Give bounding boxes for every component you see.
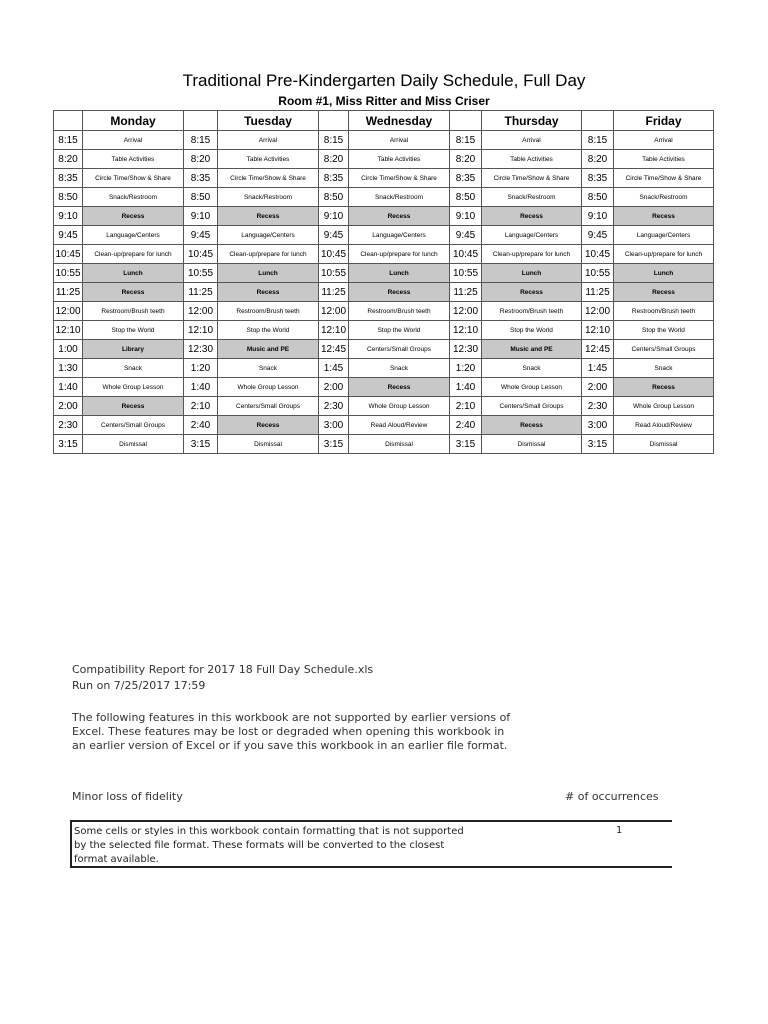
activity-cell: Snack/Restroom xyxy=(349,188,450,207)
day-header: Wednesday xyxy=(349,111,450,131)
time-cell: 12:30 xyxy=(450,340,482,359)
time-cell: 10:55 xyxy=(582,264,614,283)
time-cell: 2:00 xyxy=(319,378,349,397)
activity-cell: Clean-up/prepare for lunch xyxy=(83,245,184,264)
time-cell: 11:25 xyxy=(54,283,83,302)
day-header: Thursday xyxy=(482,111,582,131)
activity-cell: Snack xyxy=(83,359,184,378)
time-cell: 3:15 xyxy=(54,435,83,454)
time-cell: 8:20 xyxy=(54,150,83,169)
time-cell: 12:30 xyxy=(184,340,218,359)
time-cell: 10:55 xyxy=(450,264,482,283)
time-cell: 9:45 xyxy=(450,226,482,245)
time-cell: 2:00 xyxy=(582,378,614,397)
time-cell: 1:00 xyxy=(54,340,83,359)
time-cell: 8:35 xyxy=(582,169,614,188)
issue-line: by the selected file format. These formats will be converted to the closest xyxy=(74,840,445,851)
time-cell: 10:45 xyxy=(319,245,349,264)
time-cell: 10:55 xyxy=(184,264,218,283)
activity-cell: Read Aloud/Review xyxy=(349,416,450,435)
issue-count: 1 xyxy=(616,825,623,836)
time-cell: 9:45 xyxy=(54,226,83,245)
day-header: Tuesday xyxy=(218,111,319,131)
time-cell: 1:40 xyxy=(450,378,482,397)
time-cell: 8:35 xyxy=(54,169,83,188)
report-title: Compatibility Report for 2017 18 Full Day Schedule.xls xyxy=(72,663,374,676)
activity-cell: Recess xyxy=(349,207,450,226)
time-cell: 12:10 xyxy=(582,321,614,340)
activity-cell: Dismissal xyxy=(482,435,582,454)
activity-cell: Recess xyxy=(614,283,714,302)
issue-line: format available. xyxy=(74,854,159,865)
activity-cell: Snack/Restroom xyxy=(83,188,184,207)
activity-cell: Circle Time/Show & Share xyxy=(349,169,450,188)
activity-cell: Table Activities xyxy=(349,150,450,169)
activity-cell: Snack xyxy=(218,359,319,378)
time-cell: 8:50 xyxy=(319,188,349,207)
header-time-blank xyxy=(582,111,614,131)
time-cell: 9:10 xyxy=(54,207,83,226)
activity-cell: Lunch xyxy=(83,264,184,283)
activity-cell: Recess xyxy=(614,207,714,226)
activity-cell: Dismissal xyxy=(614,435,714,454)
time-cell: 9:10 xyxy=(450,207,482,226)
activity-cell: Table Activities xyxy=(218,150,319,169)
activity-cell: Recess xyxy=(349,283,450,302)
activity-cell: Arrival xyxy=(349,131,450,150)
report-intro-line: an earlier version of Excel or if you save this workbook in an earlier file format. xyxy=(72,739,508,752)
time-cell: 3:15 xyxy=(582,435,614,454)
activity-cell: Centers/Small Groups xyxy=(482,397,582,416)
time-cell: 3:00 xyxy=(582,416,614,435)
activity-cell: Snack/Restroom xyxy=(218,188,319,207)
activity-cell: Music and PE xyxy=(218,340,319,359)
activity-cell: Recess xyxy=(482,416,582,435)
activity-cell: Clean-up/prepare for lunch xyxy=(482,245,582,264)
activity-cell: Restroom/Brush teeth xyxy=(218,302,319,321)
activity-cell: Lunch xyxy=(349,264,450,283)
time-cell: 2:40 xyxy=(450,416,482,435)
issue-row xyxy=(70,820,672,868)
time-cell: 8:20 xyxy=(582,150,614,169)
schedule-row xyxy=(54,131,714,150)
activity-cell: Restroom/Brush teeth xyxy=(614,302,714,321)
time-cell: 9:45 xyxy=(184,226,218,245)
fidelity-section-label: Minor loss of fidelity xyxy=(72,790,183,803)
header-time-blank xyxy=(319,111,349,131)
time-cell: 12:45 xyxy=(319,340,349,359)
schedule-row xyxy=(54,245,714,264)
activity-cell: Recess xyxy=(349,378,450,397)
schedule-row xyxy=(54,188,714,207)
time-cell: 8:15 xyxy=(450,131,482,150)
activity-cell: Music and PE xyxy=(482,340,582,359)
activity-cell: Whole Group Lesson xyxy=(349,397,450,416)
time-cell: 8:20 xyxy=(319,150,349,169)
activity-cell: Read Aloud/Review xyxy=(614,416,714,435)
schedule-row xyxy=(54,283,714,302)
activity-cell: Clean-up/prepare for lunch xyxy=(614,245,714,264)
time-cell: 8:15 xyxy=(582,131,614,150)
report-intro-line: The following features in this workbook are not supported by earlier versions of xyxy=(72,711,511,724)
activity-cell: Dismissal xyxy=(349,435,450,454)
time-cell: 10:45 xyxy=(582,245,614,264)
time-cell: 12:10 xyxy=(184,321,218,340)
time-cell: 8:50 xyxy=(450,188,482,207)
time-cell: 2:10 xyxy=(450,397,482,416)
activity-cell: Clean-up/prepare for lunch xyxy=(349,245,450,264)
time-cell: 10:55 xyxy=(319,264,349,283)
time-cell: 9:10 xyxy=(582,207,614,226)
time-cell: 10:55 xyxy=(54,264,83,283)
time-cell: 3:15 xyxy=(184,435,218,454)
activity-cell: Recess xyxy=(482,283,582,302)
schedule-row xyxy=(54,397,714,416)
activity-cell: Snack xyxy=(614,359,714,378)
time-cell: 8:35 xyxy=(184,169,218,188)
time-cell: 11:25 xyxy=(582,283,614,302)
activity-cell: Language/Centers xyxy=(482,226,582,245)
activity-cell: Centers/Small Groups xyxy=(83,416,184,435)
activity-cell: Recess xyxy=(83,283,184,302)
activity-cell: Whole Group Lesson xyxy=(614,397,714,416)
time-cell: 12:00 xyxy=(184,302,218,321)
day-header: Monday xyxy=(83,111,184,131)
time-cell: 8:15 xyxy=(319,131,349,150)
report-intro-line: Excel. These features may be lost or degraded when opening this workbook in xyxy=(72,725,505,738)
time-cell: 9:45 xyxy=(582,226,614,245)
time-cell: 8:50 xyxy=(54,188,83,207)
activity-cell: Lunch xyxy=(614,264,714,283)
activity-cell: Snack/Restroom xyxy=(482,188,582,207)
activity-cell: Table Activities xyxy=(482,150,582,169)
activity-cell: Table Activities xyxy=(614,150,714,169)
time-cell: 12:45 xyxy=(582,340,614,359)
time-cell: 12:00 xyxy=(450,302,482,321)
activity-cell: Stop the World xyxy=(218,321,319,340)
time-cell: 9:10 xyxy=(184,207,218,226)
time-cell: 8:20 xyxy=(450,150,482,169)
schedule-row xyxy=(54,378,714,397)
time-cell: 1:30 xyxy=(54,359,83,378)
time-cell: 1:40 xyxy=(184,378,218,397)
time-cell: 8:50 xyxy=(582,188,614,207)
activity-cell: Recess xyxy=(482,207,582,226)
time-cell: 12:00 xyxy=(54,302,83,321)
time-cell: 1:45 xyxy=(582,359,614,378)
time-cell: 2:30 xyxy=(319,397,349,416)
time-cell: 3:15 xyxy=(450,435,482,454)
activity-cell: Language/Centers xyxy=(349,226,450,245)
issue-line: Some cells or styles in this workbook contain formatting that is not supported xyxy=(74,826,464,837)
activity-cell: Stop the World xyxy=(482,321,582,340)
schedule-title: Traditional Pre-Kindergarten Daily Schedule, Full Day xyxy=(182,71,586,90)
activity-cell: Arrival xyxy=(218,131,319,150)
issue-description xyxy=(74,825,514,867)
schedule-row xyxy=(54,359,714,378)
time-cell: 12:10 xyxy=(54,321,83,340)
time-cell: 9:10 xyxy=(319,207,349,226)
activity-cell: Restroom/Brush teeth xyxy=(83,302,184,321)
activity-cell: Restroom/Brush teeth xyxy=(482,302,582,321)
time-cell: 8:50 xyxy=(184,188,218,207)
time-cell: 11:25 xyxy=(450,283,482,302)
time-cell: 8:15 xyxy=(54,131,83,150)
time-cell: 9:45 xyxy=(319,226,349,245)
activity-cell: Centers/Small Groups xyxy=(349,340,450,359)
time-cell: 1:20 xyxy=(184,359,218,378)
activity-cell: Dismissal xyxy=(218,435,319,454)
header-time-blank xyxy=(54,111,83,131)
time-cell: 1:45 xyxy=(319,359,349,378)
activity-cell: Circle Time/Show & Share xyxy=(614,169,714,188)
time-cell: 2:30 xyxy=(54,416,83,435)
activity-cell: Snack xyxy=(349,359,450,378)
activity-cell: Whole Group Lesson xyxy=(83,378,184,397)
activity-cell: Recess xyxy=(218,207,319,226)
activity-cell: Recess xyxy=(614,378,714,397)
schedule-row xyxy=(54,435,714,454)
activity-cell: Language/Centers xyxy=(614,226,714,245)
activity-cell: Arrival xyxy=(482,131,582,150)
schedule-row xyxy=(54,302,714,321)
day-header: Friday xyxy=(614,111,714,131)
activity-cell: Circle Time/Show & Share xyxy=(218,169,319,188)
activity-cell: Recess xyxy=(83,207,184,226)
day-header-row xyxy=(54,111,714,131)
time-cell: 2:00 xyxy=(54,397,83,416)
activity-cell: Recess xyxy=(218,416,319,435)
time-cell: 1:20 xyxy=(450,359,482,378)
schedule-row xyxy=(54,207,714,226)
schedule-row xyxy=(54,150,714,169)
activity-cell: Stop the World xyxy=(614,321,714,340)
activity-cell: Stop the World xyxy=(83,321,184,340)
activity-cell: Library xyxy=(83,340,184,359)
activity-cell: Dismissal xyxy=(83,435,184,454)
activity-cell: Restroom/Brush teeth xyxy=(349,302,450,321)
time-cell: 10:45 xyxy=(450,245,482,264)
time-cell: 11:25 xyxy=(184,283,218,302)
time-cell: 2:30 xyxy=(582,397,614,416)
time-cell: 2:40 xyxy=(184,416,218,435)
time-cell: 12:10 xyxy=(319,321,349,340)
activity-cell: Arrival xyxy=(614,131,714,150)
activity-cell: Language/Centers xyxy=(83,226,184,245)
schedule-row xyxy=(54,416,714,435)
activity-cell: Centers/Small Groups xyxy=(218,397,319,416)
activity-cell: Recess xyxy=(83,397,184,416)
occurrences-column-label: # of occurrences xyxy=(565,790,659,803)
activity-cell: Arrival xyxy=(83,131,184,150)
activity-cell: Whole Group Lesson xyxy=(218,378,319,397)
time-cell: 3:15 xyxy=(319,435,349,454)
time-cell: 8:20 xyxy=(184,150,218,169)
activity-cell: Snack/Restroom xyxy=(614,188,714,207)
report-run-on: Run on 7/25/2017 17:59 xyxy=(72,679,206,692)
activity-cell: Circle Time/Show & Share xyxy=(482,169,582,188)
time-cell: 12:00 xyxy=(582,302,614,321)
schedule-row xyxy=(54,169,714,188)
time-cell: 11:25 xyxy=(319,283,349,302)
activity-cell: Clean-up/prepare for lunch xyxy=(218,245,319,264)
activity-cell: Lunch xyxy=(218,264,319,283)
time-cell: 1:40 xyxy=(54,378,83,397)
time-cell: 10:45 xyxy=(54,245,83,264)
schedule-row xyxy=(54,321,714,340)
time-cell: 12:10 xyxy=(450,321,482,340)
schedule-subtitle: Room #1, Miss Ritter and Miss Criser xyxy=(278,94,490,108)
schedule-row xyxy=(54,264,714,283)
activity-cell: Centers/Small Groups xyxy=(614,340,714,359)
header-time-blank xyxy=(184,111,218,131)
activity-cell: Recess xyxy=(218,283,319,302)
activity-cell: Stop the World xyxy=(349,321,450,340)
header-time-blank xyxy=(450,111,482,131)
time-cell: 8:15 xyxy=(184,131,218,150)
time-cell: 2:10 xyxy=(184,397,218,416)
schedule-table xyxy=(53,110,714,454)
activity-cell: Language/Centers xyxy=(218,226,319,245)
activity-cell: Table Activities xyxy=(83,150,184,169)
schedule-row xyxy=(54,226,714,245)
time-cell: 3:00 xyxy=(319,416,349,435)
activity-cell: Snack xyxy=(482,359,582,378)
time-cell: 10:45 xyxy=(184,245,218,264)
activity-cell: Circle Time/Show & Share xyxy=(83,169,184,188)
time-cell: 12:00 xyxy=(319,302,349,321)
time-cell: 8:35 xyxy=(319,169,349,188)
activity-cell: Whole Group Lesson xyxy=(482,378,582,397)
activity-cell: Lunch xyxy=(482,264,582,283)
time-cell: 8:35 xyxy=(450,169,482,188)
schedule-row xyxy=(54,340,714,359)
